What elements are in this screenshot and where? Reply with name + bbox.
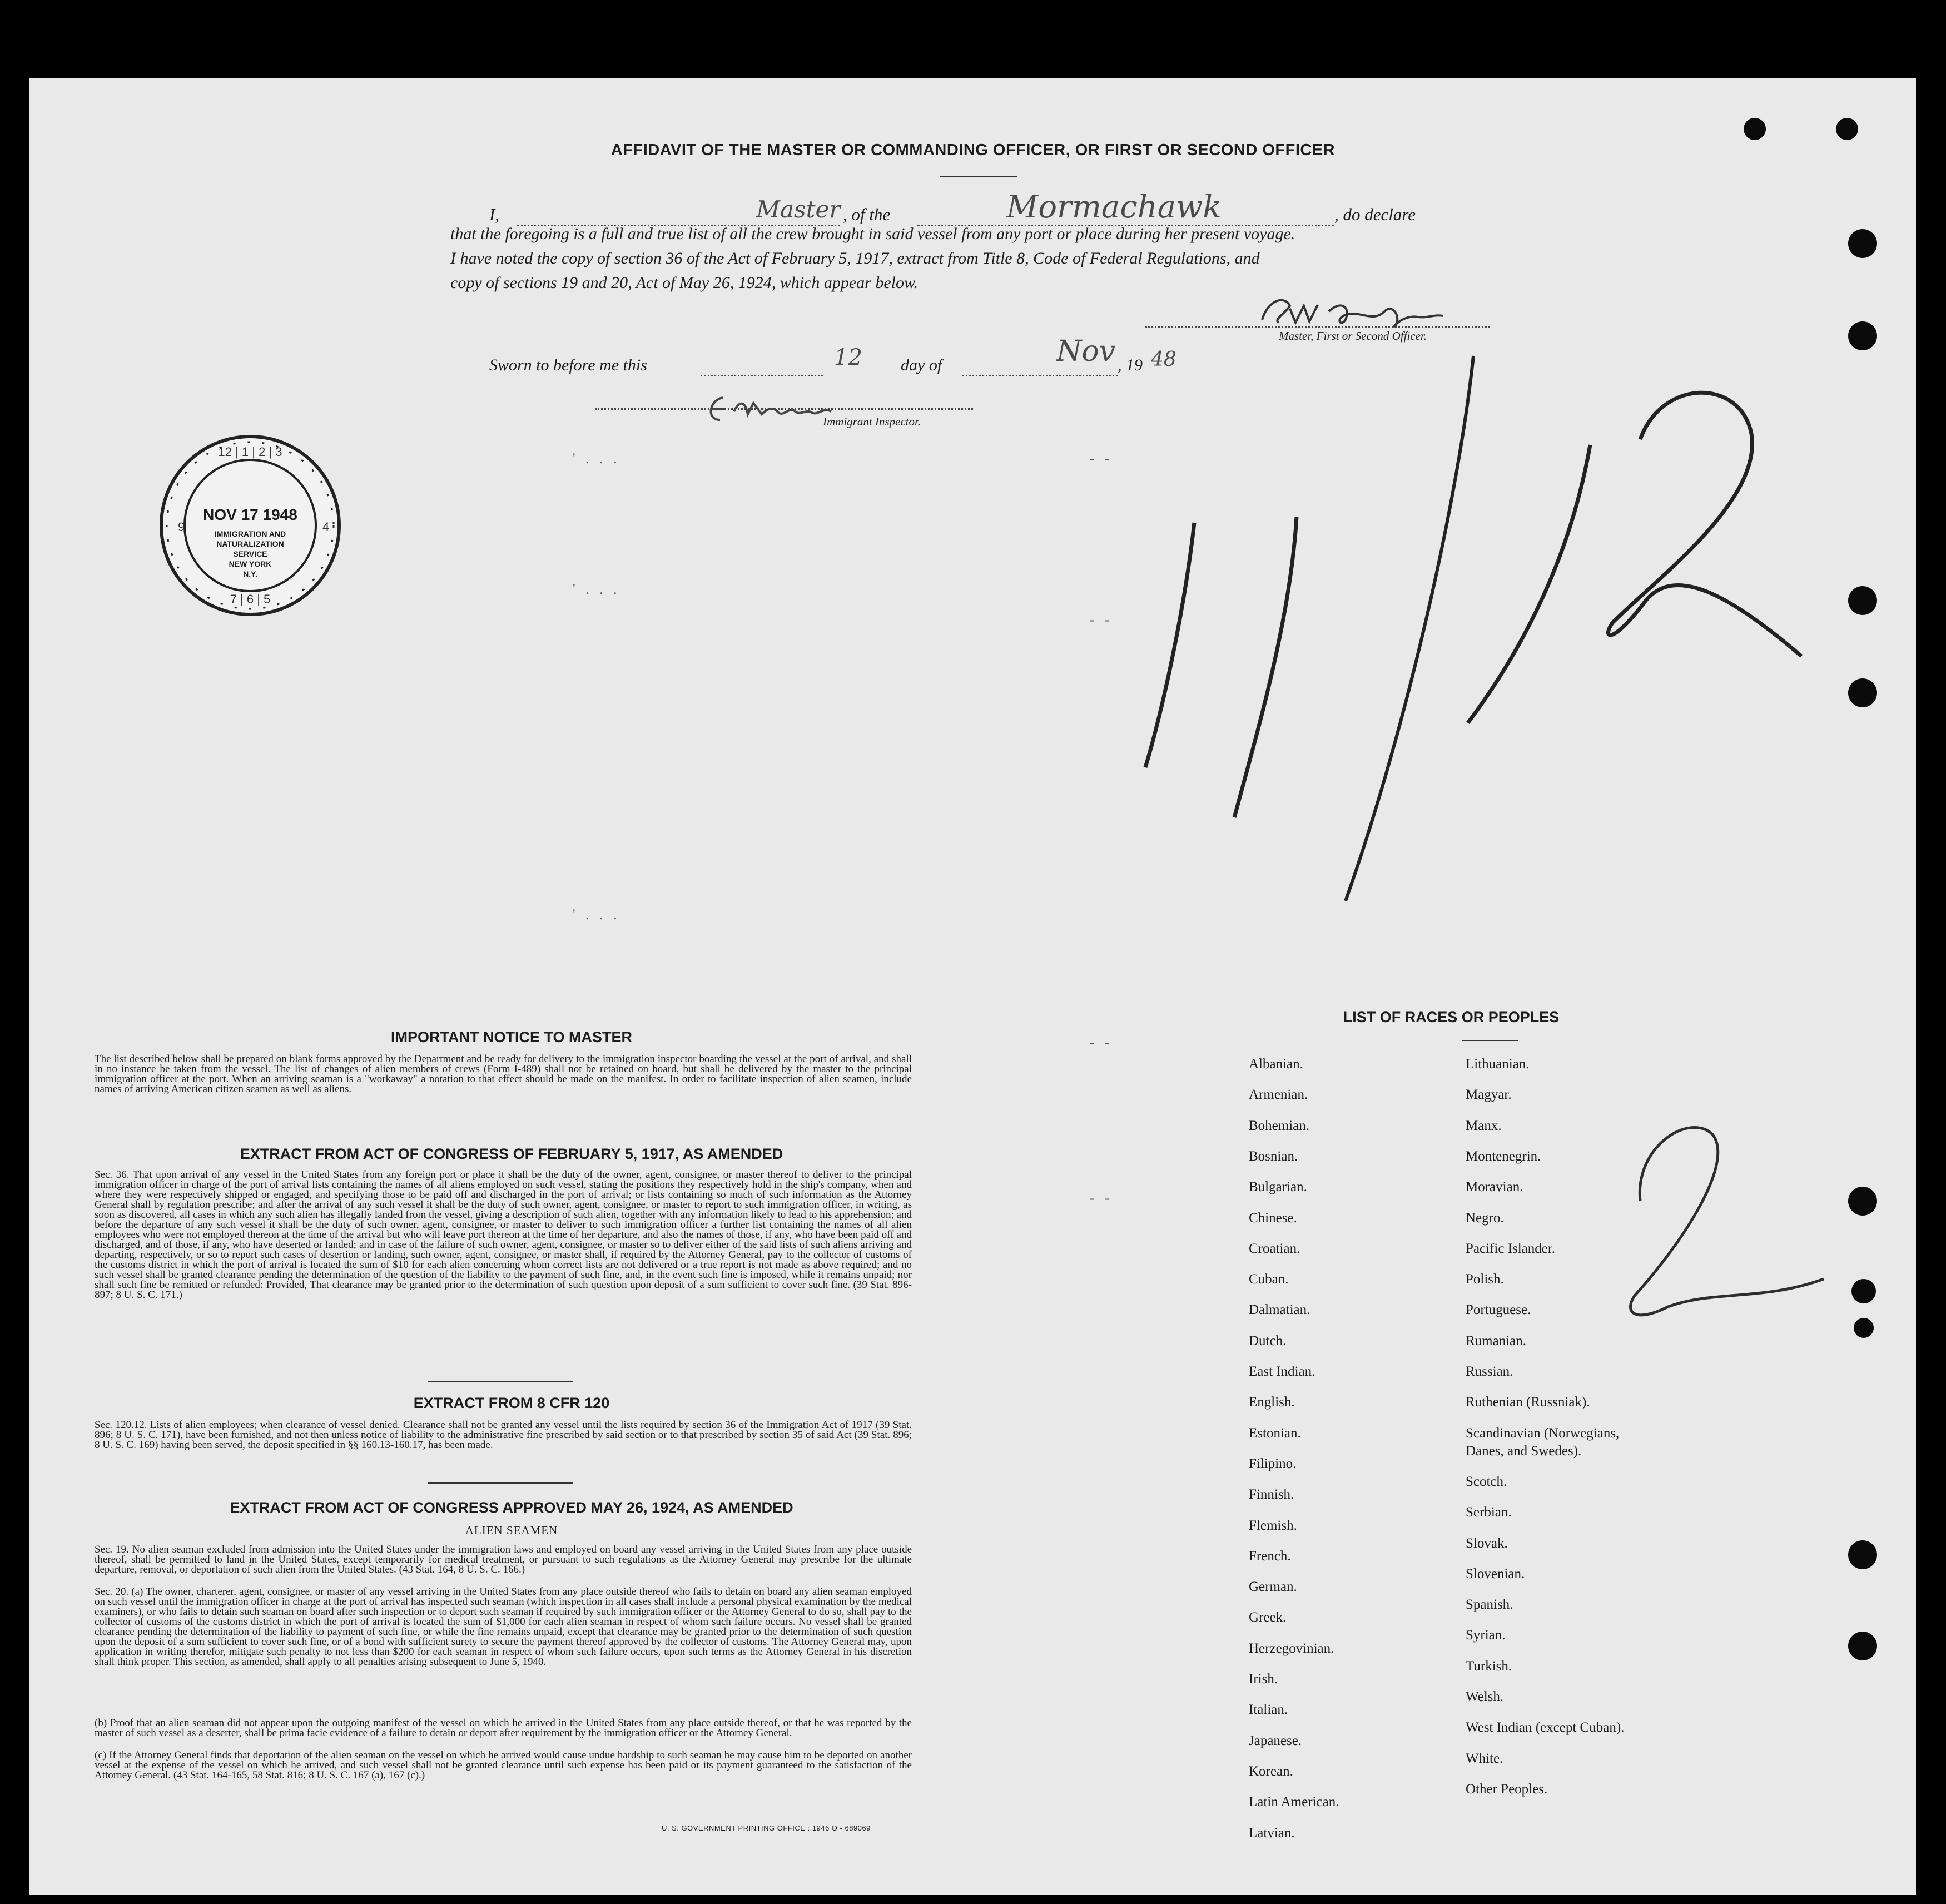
race-item: Ruthenian (Russniak). <box>1466 1395 1590 1410</box>
race-item: Dutch. <box>1249 1333 1287 1348</box>
race-item: Manx. <box>1466 1118 1502 1133</box>
ruling-marks: - - <box>1090 1190 1113 1206</box>
race-item: Croatian. <box>1249 1241 1300 1256</box>
receipt-stamp <box>156 434 345 617</box>
race-item: Scotch. <box>1466 1474 1507 1489</box>
race-item: Chinese. <box>1249 1210 1297 1226</box>
race-item: Japanese. <box>1249 1733 1302 1748</box>
extract-1924-subtitle: ALIEN SEAMEN <box>465 1524 558 1537</box>
svg-text:12 | 1 | 2 | 3: 12 | 1 | 2 | 3 <box>218 445 282 459</box>
master-signature-line <box>1145 326 1490 328</box>
race-item: White. <box>1466 1751 1503 1766</box>
extract-1924-sec20c: (c) If the Attorney General finds that deportation of the alien seaman on the vessel on which he arrived would cause undue hardship to such seaman he may cause him to be deported on another vessel at the expense of the vessel on which he arrived, and such vessel shall not be granted clearance until such expense has been paid or its payment guaranteed to the satisfaction of the Attorney General. (43 Stat. 164-165, 58 Stat. 816; 8 U. S. C. 167 (a), 167 (c).) <box>95 1749 912 1781</box>
race-item: Flemish. <box>1249 1518 1297 1533</box>
race-item: Dalmatian. <box>1249 1302 1310 1318</box>
month-field-line <box>962 375 1118 376</box>
stamp-line4: NEW YORK <box>229 559 272 568</box>
stamp-line5: N.Y. <box>243 569 257 578</box>
race-item: Bosnian. <box>1249 1148 1298 1164</box>
extract-cfr-body: Sec. 120.12. Lists of alien employees; when clearance of vessel denied. Clearance shall not be granted any vessel until the lists required by section 36 of the Immigration Act of 1917 (39 Stat. 896; 8 U. S. C. 171), have been furnished, and not then unless notice of liability to the administrative fine prescribed by said section or to that prescribed by section 35 of said Act (39 Stat. 896; 8 U. S. C. 169) having been served, the deposit specified in §§ 160.13-160.17, has been made. <box>95 1419 912 1451</box>
race-item: Slovenian. <box>1466 1566 1525 1581</box>
extract-1924-sec20b: (b) Proof that an alien seaman did not appear upon the outgoing manifest of the vessel on which he arrived in the United States from any place outside thereof, or that he was reported by the master of such vessel as a deserter, shall be prima facie evidence of a failure to detain or deport after requirement by the immigration officer or the Attorney General. <box>95 1717 912 1739</box>
race-item: Armenian. <box>1249 1087 1308 1103</box>
day-of-label: day of <box>901 356 942 374</box>
inspector-signature-line <box>595 408 973 410</box>
race-item: Greek. <box>1249 1610 1287 1625</box>
punch-hole <box>1848 321 1877 350</box>
extract-1924-title: EXTRACT FROM ACT OF CONGRESS APPROVED MAY 26, 1924, AS AMENDED <box>230 1499 793 1516</box>
race-item: Turkish. <box>1466 1658 1512 1674</box>
punch-hole <box>1848 229 1877 258</box>
punch-hole <box>1836 118 1858 140</box>
stamp-ring <box>156 434 345 617</box>
affidavit-line4: copy of sections 19 and 20, Act of May 26, 1924, which appear below. <box>450 274 919 292</box>
punch-hole <box>1848 1632 1877 1660</box>
race-item: Bohemian. <box>1249 1118 1310 1133</box>
race-item: Spanish. <box>1466 1597 1513 1613</box>
race-item: Slovak. <box>1466 1535 1508 1551</box>
race-item: Lithuanian. <box>1466 1057 1530 1072</box>
race-item: West Indian (except Cuban). <box>1466 1720 1625 1736</box>
race-item: Latvian. <box>1249 1825 1295 1841</box>
section-divider <box>428 1482 573 1484</box>
vessel-field: Mormachawk <box>1006 189 1222 225</box>
extract-1917-body: Sec. 36. That upon arrival of any vessel in the United States from any foreign port or place it shall be the duty of the owner, agent, consignee, or master thereof to deliver to the principal immigration officer in charge of the port of arrival lists containing the names of all aliens employed on such vessel, stating the positions they respectively hold in the ship's company, when and where they were respectively shipped or engaged, and specifying those to be paid off and discharged in the port of arrival; or lists containing so much of such information as the Attorney General shall by regulation prescribe; and after the arrival of any such vessel it shall be the duty of such owner, agent, consignee, or master to report to such immigration officer, in writing, as soon as discovered, all cases in which any such alien has illegally landed from the vessel, giving a description of such alien, together with any information likely to lead to his apprehension; and before the departure of any such vessel it shall be the duty of such owner, agent, consignee, or master to deliver to such immigration officer a further list containing the names of all alien employees who were not employed thereon at the time of the arrival but who will leave port thereon at the time of her departure, and also the names of those, if any, who have been paid off and discharged, and of those, if any, who have deserted or landed; and in case of the failure of such owner, agent, consignee, or master so to deliver either of the said lists of such aliens arriving and departing, respectively, or so to report such cases of desertion or landing, such owner, agent, consignee, or master shall, if required by the Attorney General, pay to the collector of customs of the customs district in which the port of arrival is located the sum of $10 for each alien concerning whom correct lists are not delivered or a true report is not made as above required; and no such vessel shall be granted clearance pending the determination of the question of the liability to the payment of such fine, and, in the event such fine is imposed, while it remains unpaid; nor shall such fine be remitted or refunded: Provided, That clearance may be granted prior to the determination of such question upon deposit of a sum sufficient to cover such fine. (39 Stat. 896-897; 8 U. S. C. 171.) <box>95 1169 912 1301</box>
race-item: Filipino. <box>1249 1456 1297 1471</box>
race-item: Scandinavian (Norwegians, <box>1466 1425 1620 1441</box>
section-divider <box>428 1381 573 1382</box>
day-field: 12 <box>834 345 862 370</box>
year-field: 48 <box>1151 348 1176 371</box>
punch-hole <box>1848 1540 1877 1569</box>
stamp-line1: IMMIGRATION AND <box>214 529 286 538</box>
affidavit-line1 <box>489 189 1496 228</box>
affidavit-title: AFFIDAVIT OF THE MASTER OR COMMANDING OFFICER, OR FIRST OR SECOND OFFICER <box>610 141 1336 159</box>
punch-hole <box>1848 1187 1877 1216</box>
race-item: Serbian. <box>1466 1505 1512 1520</box>
master-caption: Master, First or Second Officer. <box>1279 329 1427 343</box>
race-item: Italian. <box>1249 1702 1288 1718</box>
rank-field: Master <box>756 196 841 223</box>
notice-title: IMPORTANT NOTICE TO MASTER <box>391 1029 632 1045</box>
affidavit-line2: that the foregoing is a full and true list of all the crew brought in said vessel from any port or place during her present voyage. <box>450 225 1295 243</box>
svg-text:4: 4 <box>322 520 330 534</box>
races-title: LIST OF RACES OR PEOPLES <box>1343 1009 1560 1025</box>
race-item: Estonian. <box>1249 1425 1301 1441</box>
handwritten-count-text <box>1601 1112 1602 1113</box>
title-rule <box>940 176 1017 177</box>
ruling-marks: - - <box>1090 1034 1113 1050</box>
svg-text:9: 9 <box>178 520 185 534</box>
stamp-date: NOV 17 1948 <box>203 506 297 523</box>
race-item: Montenegrin. <box>1466 1148 1541 1164</box>
race-item: Magyar. <box>1466 1087 1512 1103</box>
race-item: Danes, and Swedes). <box>1466 1443 1582 1459</box>
ruling-marks: ' . . . <box>573 450 620 467</box>
race-item: Korean. <box>1249 1763 1293 1779</box>
race-item: Moravian. <box>1466 1179 1523 1195</box>
ruling-marks: ' . . . <box>573 906 620 923</box>
race-item: Polish. <box>1466 1272 1504 1287</box>
race-item: English. <box>1249 1395 1295 1410</box>
race-item: French. <box>1249 1548 1291 1564</box>
do-declare-label: , do declare <box>1334 205 1416 224</box>
races-title-rule <box>1462 1040 1518 1041</box>
race-item: Latin American. <box>1249 1794 1339 1810</box>
punch-hole <box>1851 1279 1876 1303</box>
race-item: Irish. <box>1249 1672 1278 1687</box>
inspector-caption: Immigrant Inspector. <box>823 415 921 428</box>
race-item: German. <box>1249 1579 1297 1595</box>
ruling-marks: - - <box>1090 612 1113 628</box>
race-item: Finnish. <box>1249 1487 1294 1503</box>
race-item: Portuguese. <box>1466 1302 1531 1318</box>
stamp-line2: NATURALIZATION <box>216 539 284 548</box>
punch-hole <box>1848 678 1877 707</box>
ruling-marks: ' . . . <box>573 581 620 597</box>
notice-body: The list described below shall be prepared on blank forms approved by the Department and be ready for delivery to the immigration inspector boarding the vessel at the port of arrival, and shall in no instance be taken from the vessel. The list of changes of alien members of crews (Form I-489) shall not be retained on board, but shall be delivered by the master to the principal immigration officer at the port. When an arriving seaman is a "workaway" a notation to that effect should be made on the manifest. In order to facilitate inspection of alien seamen, include names of arriving American citizen seamen as well as aliens. <box>95 1053 912 1095</box>
race-item: Rumanian. <box>1466 1333 1527 1348</box>
svg-text:7 | 6 | 5: 7 | 6 | 5 <box>230 592 271 606</box>
extract-1917-title: EXTRACT FROM ACT OF CONGRESS OF FEBRUARY 5, 1917, AS AMENDED <box>240 1146 783 1162</box>
race-item: Syrian. <box>1466 1628 1506 1643</box>
punch-hole <box>1744 118 1766 140</box>
extract-cfr-title: EXTRACT FROM 8 CFR 120 <box>413 1395 610 1411</box>
race-item: Other Peoples. <box>1466 1781 1548 1797</box>
race-item: Albanian. <box>1249 1057 1303 1072</box>
i-label: I, <box>489 205 500 224</box>
race-item: Negro. <box>1466 1210 1504 1226</box>
punch-hole <box>1854 1318 1874 1338</box>
race-item: Russian. <box>1466 1364 1513 1379</box>
of-the-label: , of the <box>843 205 891 224</box>
month-field: Nov <box>1056 335 1116 368</box>
stamp-line3: SERVICE <box>233 549 267 558</box>
day-field-line <box>701 375 823 376</box>
handwritten-mark <box>1112 345 1835 956</box>
printer-imprint: U. S. GOVERNMENT PRINTING OFFICE : 1946 O - 689069 <box>662 1824 871 1832</box>
race-item: Pacific Islander. <box>1466 1241 1556 1256</box>
punch-hole <box>1848 586 1877 615</box>
race-item: Welsh. <box>1466 1689 1504 1704</box>
extract-1924-sec19: Sec. 19. No alien seaman excluded from admission into the United States under the immigration laws and employed on board any vessel arriving in the United States from any place outside thereof, shall be permitted to land in the United States, except temporarily for medical treatment, or pursuant to such regulations as the Attorney General may prescribe for the ultimate departure, removal, or deportation of such alien from the United States. (43 Stat. 164, 8 U. S. C. 166.) <box>95 1544 912 1575</box>
ruling-marks: - - <box>1090 450 1113 467</box>
race-item: Cuban. <box>1249 1272 1289 1287</box>
year-prefix: , 19 <box>1118 356 1143 374</box>
race-item: Bulgarian. <box>1249 1179 1307 1195</box>
handwritten-count <box>1601 1112 1835 1346</box>
extract-1924-sec20a: Sec. 20. (a) The owner, charterer, agent, consignee, or master of any vessel arriving in the United States from any place outside thereof who fails to detain on board any alien seaman employed on such vessel until the immigration officer in charge at the port of arrival has inspected such seaman (which inspection in all cases shall include a personal physical examination by the medical examiners), or who fails to detain such seaman on board after such inspection or to deport such seaman if required by such immigration officer or the Attorney General to do so, shall pay to the collector of customs of the customs district in which the port of arrival is located the sum of $1,000 for each alien seaman in respect of whom such failure occurs. No vessel shall be granted clearance pending the determination of the liability to payment of such fine, or while the fine remains unpaid, except that clearance may be granted prior to the determination of such question upon the deposit of a sum sufficient to cover such fine, or of a bond with sufficient surety to secure the payment thereof approved by the collector of customs. The Attorney General may, upon application in writing therefor, mitigate such penalty to not less than $200 for each seaman in respect of whom such failure occurs, upon such terms as the Attorney General in his discretion shall think proper. This section, as amended, shall apply to all penalties arising subsequent to June 5, 1940. <box>95 1586 912 1668</box>
race-item: Herzegovinian. <box>1249 1640 1334 1656</box>
affidavit-line3: I have noted the copy of section 36 of the Act of February 5, 1917, extract from Title 8, Code of Federal Regulations, and <box>450 249 1260 267</box>
sworn-label: Sworn to before me this <box>489 356 647 374</box>
race-item: East Indian. <box>1249 1364 1315 1379</box>
